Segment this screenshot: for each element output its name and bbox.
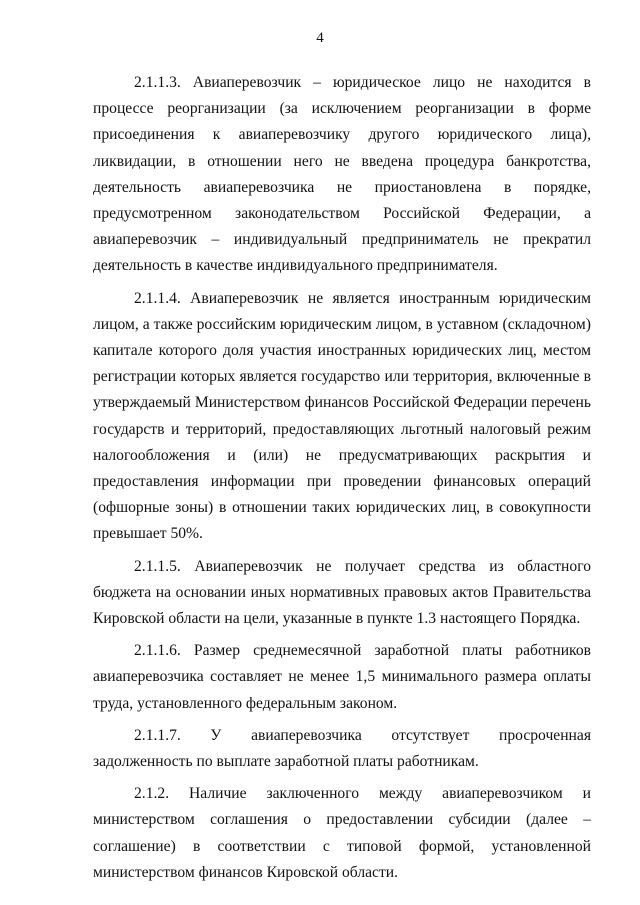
paragraph-2-1-1-6: 2.1.1.6. Размер среднемесячной заработной платы работников авиаперевозчика составляет не менее 1,5 минимального размера оплаты труда, установленного федеральным законом. [93, 642, 591, 712]
page-number: 4 [316, 30, 324, 46]
paragraph-2-1-2: 2.1.2. Наличие заключенного между авиаперевозчиком и министерством соглашения о предоставлении субсидии (далее – соглашение) в соответствии с типовой формой, установленной министерством финансов Кировской области. [93, 785, 591, 881]
document-body [93, 70, 591, 892]
paragraph-2-1-1-3: 2.1.1.3. Авиаперевозчик – юридическое лицо не находится в процессе реорганизации (за исключением реорганизации в форме присоединения к авиаперевозчику другого юридического лица), ликвидации, в отношении него не введена процедура банкротства, деятельность авиаперевозчика не приостановлена в порядке, предусмотренном законодательством Российской Федерации, а авиаперевозчик – индивидуальный предприниматель не прекратил деятельность в качестве индивидуального предпринимателя. [93, 74, 591, 275]
paragraph-2-1-1-7: 2.1.1.7. У авиаперевозчика отсутствует просроченная задолженность по выплате заработной платы работникам. [93, 726, 591, 771]
paragraph-2-1-1-4: 2.1.1.4. Авиаперевозчик не является иностранным юридическим лицом, а также российским юридическим лицом, в уставном (складочном) капитале которого доля участия иностранных юридических лиц, местом регистрации которых является государство или территория, включенные в утверждаемый Министерством финансов Российской Федерации перечень государств и территорий, предоставляющих льготный налоговый режим налогообложения и (или) не предусматривающих раскрытия и предоставления информации при проведении финансовых операций (офшорные зоны) в отношении таких юридических лиц, в совокупности превышает 50%. [93, 289, 591, 543]
paragraph-2-1-1-5: 2.1.1.5. Авиаперевозчик не получает средства из областного бюджета на основании иных нормативных правовых актов Правительства Кировской области на цели, указанные в пункте 1.3 настоящего Порядка. [93, 557, 591, 628]
